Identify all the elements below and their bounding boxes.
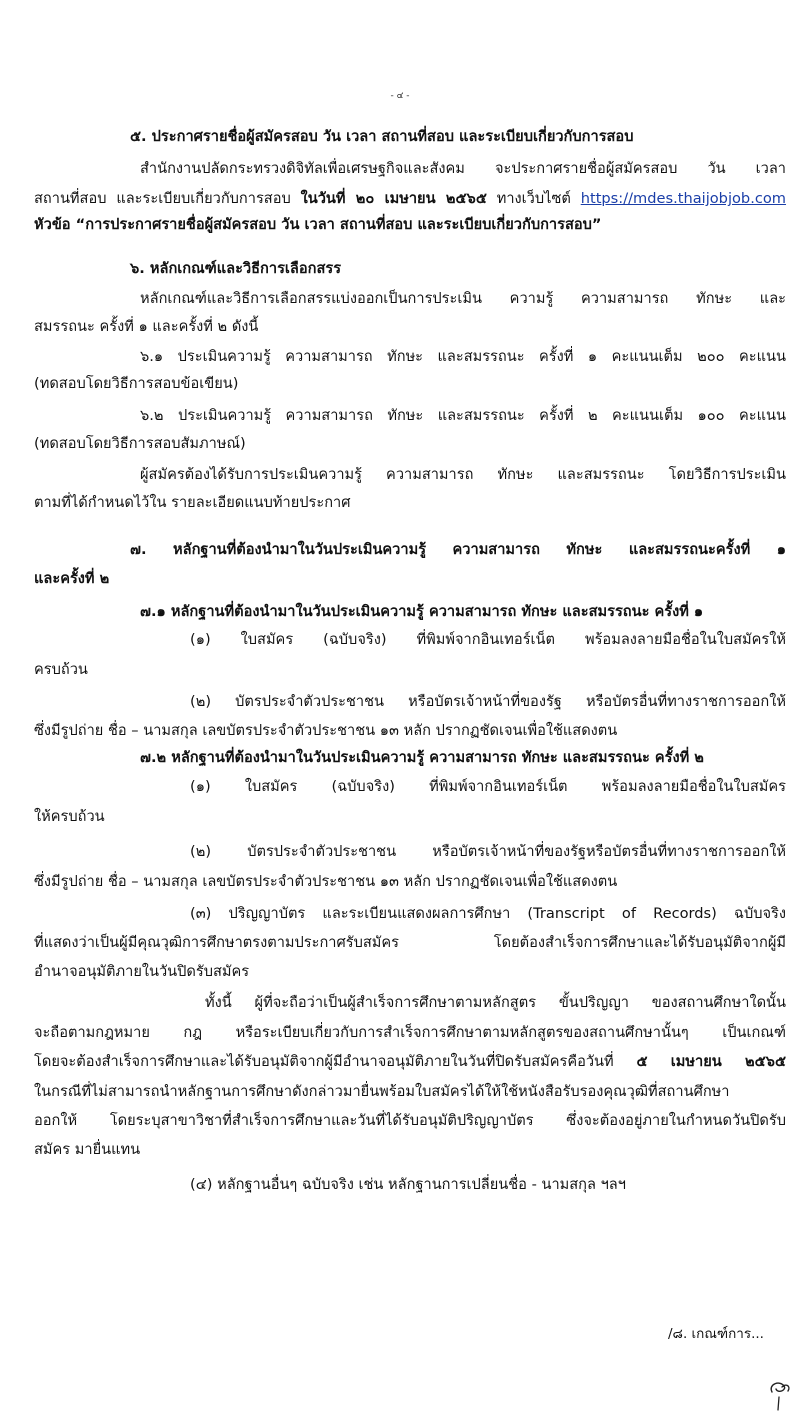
education-note-line: โดยจะต้องสำเร็จการศึกษาและได้รับอนุมัติจากผู้มีอำนาจอนุมัติภายในวันที่ปิดรับสมัครคือวันที่ ๕ เมษายน ๒๕๖๕: [34, 1053, 786, 1070]
section-5-paragraph-line: สำนักงานปลัดกระทรวงดิจิทัลเพื่อเศรษฐกิจและสังคม จะประกาศรายชื่อผู้สมัครสอบ วัน เวลา: [140, 160, 786, 177]
subsection-7-2-item-2: (๒) บัตรประจำตัวประชาชน หรือบัตรเจ้าหน้าที่ของรัฐหรือบัตรอื่นที่ทางราชการออกให้: [190, 843, 786, 860]
initials-signature: [766, 1378, 792, 1418]
section-6-heading: ๖. หลักเกณฑ์และวิธีการเลือกสรร: [130, 260, 342, 277]
subsection-7-2-item-3-cont: อำนาจอนุมัติภายในวันปิดรับสมัคร: [34, 963, 250, 980]
section-6-item-6-1: ๖.๑ ประเมินความรู้ ความสามารถ ทักษะ และสมรรถนะ ครั้งที่ ๑ คะแนนเต็ม ๒๐๐ คะแนน: [140, 348, 786, 365]
announce-date: ในวันที่ ๒๐ เมษายน ๒๕๖๕: [300, 190, 487, 207]
subsection-7-2-item-4: (๔) หลักฐานอื่นๆ ฉบับจริง เช่น หลักฐานการเปลี่ยนชื่อ - นามสกุล ฯลฯ: [190, 1176, 626, 1193]
closing-date: ๕ เมษายน ๒๕๖๕: [636, 1053, 786, 1070]
subsection-7-2-item-1: (๑) ใบสมัคร (ฉบับจริง) ที่พิมพ์จากอินเทอร์เน็ต พร้อมลงลายมือชื่อในใบสมัคร: [190, 778, 786, 795]
section-6-paragraph-line: ตามที่ได้กำหนดไว้ใน รายละเอียดแนบท้ายประกาศ: [34, 494, 351, 511]
subsection-7-2-item-2-cont: ซึ่งมีรูปถ่าย ชื่อ – นามสกุล เลขบัตรประจำตัวประชาชน ๑๓ หลัก ปรากฏชัดเจนเพื่อใช้แสดงตน: [34, 873, 618, 890]
section-6-item-6-2-note: (ทดสอบโดยวิธีการสอบสัมภาษณ์): [34, 435, 246, 452]
education-note-line: ในกรณีที่ไม่สามารถนำหลักฐานการศึกษาดังกล่าวมายื่นพร้อมใบสมัครได้ให้ใช้หนังสือรับรองคุณวุฒิที่สถานศึกษา: [34, 1083, 730, 1100]
section-6-paragraph-line: หลักเกณฑ์และวิธีการเลือกสรรแบ่งออกเป็นการประเมิน ความรู้ ความสามารถ ทักษะ และ: [140, 290, 786, 307]
subsection-7-2-item-1-cont: ให้ครบถ้วน: [34, 808, 105, 825]
page-number: - ๔ -: [390, 91, 410, 101]
education-note-line: ออกให้ โดยระบุสาขาวิชาที่สำเร็จการศึกษาและวันที่ได้รับอนุมัติปริญญาบัตร ซึ่งจะต้องอยู่ภายในกำหนดวันปิดรับ: [34, 1112, 786, 1129]
section-6-paragraph-line: ผู้สมัครต้องได้รับการประเมินความรู้ ความสามารถ ทักษะ และสมรรถนะ โดยวิธีการประเมิน: [140, 466, 786, 483]
subsection-7-1-heading: ๗.๑ หลักฐานที่ต้องนำมาในวันประเมินความรู้ ความสามารถ ทักษะ และสมรรถนะ ครั้งที่ ๑: [140, 603, 704, 620]
section-5-topic-title: หัวข้อ “การประกาศรายชื่อผู้สมัครสอบ วัน เวลา สถานที่สอบ และระเบียบเกี่ยวกับการสอบ”: [34, 216, 602, 233]
education-note-line: สมัคร มายื่นแทน: [34, 1141, 141, 1158]
section-6-item-6-2: ๖.๒ ประเมินความรู้ ความสามารถ ทักษะ และสมรรถนะ ครั้งที่ ๒ คะแนนเต็ม ๑๐๐ คะแนน: [140, 407, 786, 424]
subsection-7-2-item-3: (๓) ปริญญาบัตร และระเบียนแสดงผลการศึกษา (Transcript of Records) ฉบับจริง: [190, 905, 786, 922]
section-6-item-6-1-note: (ทดสอบโดยวิธีการสอบข้อเขียน): [34, 375, 239, 392]
section-7-heading-cont: และครั้งที่ ๒: [34, 570, 110, 587]
subsection-7-1-item-1: (๑) ใบสมัคร (ฉบับจริง) ที่พิมพ์จากอินเทอร์เน็ต พร้อมลงลายมือชื่อในใบสมัครให้: [190, 631, 786, 648]
section-7-heading: ๗. หลักฐานที่ต้องนำมาในวันประเมินความรู้ ความสามารถ ทักษะ และสมรรถนะครั้งที่ ๑: [130, 541, 786, 558]
subsection-7-2-heading: ๗.๒ หลักฐานที่ต้องนำมาในวันประเมินความรู้ ความสามารถ ทักษะ และสมรรถนะ ครั้งที่ ๒: [140, 749, 704, 766]
section-6-paragraph-line: สมรรถนะ ครั้งที่ ๑ และครั้งที่ ๒ ดังนี้: [34, 318, 259, 335]
education-note-line: ทั้งนี้ ผู้ที่จะถือว่าเป็นผู้สำเร็จการศึกษาตามหลักสูตร ขั้นปริญญา ของสถานศึกษาใดนั้น: [205, 994, 786, 1011]
website-link[interactable]: https://mdes.thaijobjob.com: [580, 190, 787, 207]
subsection-7-1-item-1-cont: ครบถ้วน: [34, 661, 88, 678]
section-5-heading: ๕. ประกาศรายชื่อผู้สมัครสอบ วัน เวลา สถานที่สอบ และระเบียบเกี่ยวกับการสอบ: [130, 128, 634, 145]
subsection-7-1-item-2-cont: ซึ่งมีรูปถ่าย ชื่อ – นามสกุล เลขบัตรประจำตัวประชาชน ๑๓ หลัก ปรากฏชัดเจนเพื่อใช้แสดงตน: [34, 722, 618, 739]
section-5-paragraph-line: สถานที่สอบ และระเบียบเกี่ยวกับการสอบ ในวันที่ ๒๐ เมษายน ๒๕๖๕ ทางเว็บไซต์ https://mdes.thaijobjob.com: [34, 190, 787, 207]
subsection-7-2-item-3-cont: ที่แสดงว่าเป็นผู้มีคุณวุฒิการศึกษาตรงตามประกาศรับสมัคร โดยต้องสำเร็จการศึกษาและได้รับอนุมัติจากผู้มี: [34, 934, 786, 951]
subsection-7-1-item-2: (๒) บัตรประจำตัวประชาชน หรือบัตรเจ้าหน้าที่ของรัฐ หรือบัตรอื่นที่ทางราชการออกให้: [190, 693, 786, 710]
continuation-marker: /๘. เกณฑ์การ...: [668, 1326, 764, 1342]
education-note-line: จะถือตามกฎหมาย กฎ หรือระเบียบเกี่ยวกับการสำเร็จการศึกษาตามหลักสูตรของสถานศึกษานั้นๆ เป็นเกณฑ์: [34, 1024, 786, 1041]
